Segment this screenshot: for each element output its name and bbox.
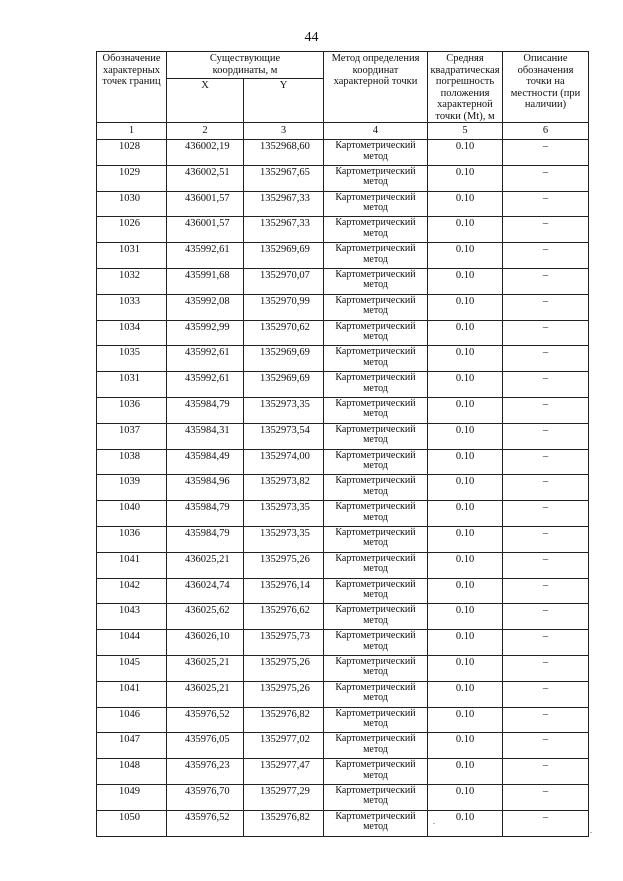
x-coordinate-cell: 435976,23 <box>167 759 244 785</box>
description-cell: – <box>503 759 589 785</box>
y-coordinate-cell: 1352973,35 <box>244 526 324 552</box>
table-body <box>97 140 589 837</box>
method-cell: Картометрический метод <box>324 397 428 423</box>
x-coordinate-cell: 435992,08 <box>167 294 244 320</box>
y-coordinate-cell: 1352977,47 <box>244 759 324 785</box>
error-cell: 0.10 <box>428 475 503 501</box>
table-row <box>97 707 589 733</box>
description-cell: – <box>503 475 589 501</box>
method-cell: Картометрический метод <box>324 630 428 656</box>
method-cell: Картометрический метод <box>324 810 428 836</box>
table-row <box>97 733 589 759</box>
table-row <box>97 346 589 372</box>
table-row <box>97 784 589 810</box>
point-cell: 1050 <box>97 810 167 836</box>
description-cell: – <box>503 733 589 759</box>
point-cell: 1035 <box>97 346 167 372</box>
x-coordinate-cell: 435992,61 <box>167 243 244 269</box>
point-cell: 1031 <box>97 372 167 398</box>
point-cell: 1046 <box>97 707 167 733</box>
x-coordinate-cell: 435984,79 <box>167 397 244 423</box>
column-number: 4 <box>324 123 428 140</box>
y-coordinate-cell: 1352975,73 <box>244 630 324 656</box>
error-cell: 0.10 <box>428 243 503 269</box>
error-cell: 0.10 <box>428 784 503 810</box>
error-cell: 0.10 <box>428 423 503 449</box>
point-cell: 1031 <box>97 243 167 269</box>
table-row <box>97 526 589 552</box>
y-coordinate-cell: 1352967,33 <box>244 217 324 243</box>
method-cell: Картометрический метод <box>324 707 428 733</box>
error-cell: 0.10 <box>428 372 503 398</box>
x-coordinate-cell: 435984,79 <box>167 526 244 552</box>
method-cell: Картометрический метод <box>324 165 428 191</box>
method-cell: Картометрический метод <box>324 140 428 166</box>
method-cell: Картометрический метод <box>324 243 428 269</box>
description-cell: – <box>503 449 589 475</box>
x-coordinate-cell: 436001,57 <box>167 217 244 243</box>
x-coordinate-cell: 435976,05 <box>167 733 244 759</box>
point-cell: 1041 <box>97 681 167 707</box>
y-coordinate-cell: 1352973,82 <box>244 475 324 501</box>
y-coordinate-cell: 1352973,35 <box>244 397 324 423</box>
table-row <box>97 552 589 578</box>
table-row <box>97 759 589 785</box>
point-cell: 1041 <box>97 552 167 578</box>
description-cell: – <box>503 810 589 836</box>
description-cell: – <box>503 784 589 810</box>
table-row <box>97 655 589 681</box>
y-coordinate-cell: 1352975,26 <box>244 681 324 707</box>
y-coordinate-cell: 1352969,69 <box>244 372 324 398</box>
point-cell: 1026 <box>97 217 167 243</box>
scan-mark: . <box>433 817 435 826</box>
x-coordinate-cell: 436025,21 <box>167 655 244 681</box>
error-cell: 0.10 <box>428 630 503 656</box>
method-cell: Картометрический метод <box>324 475 428 501</box>
y-coordinate-cell: 1352969,69 <box>244 346 324 372</box>
header-row <box>97 52 589 79</box>
header-method-label: Метод определения координат характерной точки <box>324 52 428 123</box>
x-coordinate-cell: 436025,21 <box>167 552 244 578</box>
point-cell: 1030 <box>97 191 167 217</box>
error-cell: 0.10 <box>428 346 503 372</box>
description-cell: – <box>503 501 589 527</box>
y-coordinate-cell: 1352974,00 <box>244 449 324 475</box>
description-cell: – <box>503 578 589 604</box>
error-cell: 0.10 <box>428 810 503 836</box>
table-row <box>97 501 589 527</box>
error-cell: 0.10 <box>428 320 503 346</box>
coordinates-table <box>96 51 589 837</box>
x-coordinate-cell: 435991,68 <box>167 268 244 294</box>
error-cell: 0.10 <box>428 552 503 578</box>
description-cell: – <box>503 140 589 166</box>
description-cell: – <box>503 526 589 552</box>
x-coordinate-cell: 436025,62 <box>167 604 244 630</box>
description-cell: – <box>503 397 589 423</box>
method-cell: Картометрический метод <box>324 655 428 681</box>
y-coordinate-cell: 1352967,65 <box>244 165 324 191</box>
description-cell: – <box>503 268 589 294</box>
description-cell: – <box>503 681 589 707</box>
method-cell: Картометрический метод <box>324 759 428 785</box>
point-cell: 1034 <box>97 320 167 346</box>
y-coordinate-cell: 1352969,69 <box>244 243 324 269</box>
header-point-label: Обозначение характерных точек границ <box>97 52 167 123</box>
header-description-label: Описание обозначения точки на местности (при наличии) <box>503 52 589 123</box>
y-coordinate-cell: 1352977,02 <box>244 733 324 759</box>
description-cell: – <box>503 655 589 681</box>
description-cell: – <box>503 191 589 217</box>
table-row <box>97 810 589 836</box>
x-coordinate-cell: 436001,57 <box>167 191 244 217</box>
point-cell: 1042 <box>97 578 167 604</box>
table-row <box>97 217 589 243</box>
point-cell: 1033 <box>97 294 167 320</box>
method-cell: Картометрический метод <box>324 294 428 320</box>
y-coordinate-cell: 1352976,62 <box>244 604 324 630</box>
point-cell: 1037 <box>97 423 167 449</box>
method-cell: Картометрический метод <box>324 526 428 552</box>
error-cell: 0.10 <box>428 526 503 552</box>
error-cell: 0.10 <box>428 759 503 785</box>
x-coordinate-cell: 435976,52 <box>167 707 244 733</box>
table-row <box>97 681 589 707</box>
error-cell: 0.10 <box>428 165 503 191</box>
column-number: 2 <box>167 123 244 140</box>
method-cell: Картометрический метод <box>324 268 428 294</box>
method-cell: Картометрический метод <box>324 449 428 475</box>
description-cell: – <box>503 165 589 191</box>
error-cell: 0.10 <box>428 578 503 604</box>
header-y-label: Y <box>244 78 324 122</box>
table-row <box>97 165 589 191</box>
method-cell: Картометрический метод <box>324 501 428 527</box>
error-cell: 0.10 <box>428 655 503 681</box>
point-cell: 1028 <box>97 140 167 166</box>
point-cell: 1032 <box>97 268 167 294</box>
y-coordinate-cell: 1352976,14 <box>244 578 324 604</box>
y-coordinate-cell: 1352967,33 <box>244 191 324 217</box>
table-row <box>97 630 589 656</box>
point-cell: 1045 <box>97 655 167 681</box>
x-coordinate-cell: 436002,51 <box>167 165 244 191</box>
x-coordinate-cell: 436024,74 <box>167 578 244 604</box>
page-number: 44 <box>304 30 319 45</box>
method-cell: Картометрический метод <box>324 191 428 217</box>
method-cell: Картометрический метод <box>324 217 428 243</box>
table-row <box>97 191 589 217</box>
x-coordinate-cell: 435976,70 <box>167 784 244 810</box>
method-cell: Картометрический метод <box>324 372 428 398</box>
table-row <box>97 243 589 269</box>
error-cell: 0.10 <box>428 140 503 166</box>
table-row <box>97 268 589 294</box>
y-coordinate-cell: 1352970,62 <box>244 320 324 346</box>
table-row <box>97 578 589 604</box>
header-x-label: X <box>167 78 244 122</box>
table-row <box>97 423 589 449</box>
method-cell: Картометрический метод <box>324 423 428 449</box>
point-cell: 1038 <box>97 449 167 475</box>
method-cell: Картометрический метод <box>324 578 428 604</box>
point-cell: 1040 <box>97 501 167 527</box>
point-cell: 1039 <box>97 475 167 501</box>
column-number: 1 <box>97 123 167 140</box>
method-cell: Картометрический метод <box>324 346 428 372</box>
y-coordinate-cell: 1352977,29 <box>244 784 324 810</box>
error-cell: 0.10 <box>428 217 503 243</box>
error-cell: 0.10 <box>428 449 503 475</box>
method-cell: Картометрический метод <box>324 604 428 630</box>
x-coordinate-cell: 435984,31 <box>167 423 244 449</box>
description-cell: – <box>503 604 589 630</box>
error-cell: 0.10 <box>428 681 503 707</box>
point-cell: 1036 <box>97 397 167 423</box>
y-coordinate-cell: 1352976,82 <box>244 810 324 836</box>
error-cell: 0.10 <box>428 397 503 423</box>
x-coordinate-cell: 436025,21 <box>167 681 244 707</box>
header-coordinates-label: Существующие координаты, м <box>167 52 324 79</box>
y-coordinate-cell: 1352976,82 <box>244 707 324 733</box>
error-cell: 0.10 <box>428 604 503 630</box>
error-cell: 0.10 <box>428 268 503 294</box>
description-cell: – <box>503 320 589 346</box>
description-cell: – <box>503 346 589 372</box>
table-row <box>97 320 589 346</box>
table-row <box>97 475 589 501</box>
scan-mark: . <box>590 826 592 835</box>
description-cell: – <box>503 707 589 733</box>
y-coordinate-cell: 1352973,35 <box>244 501 324 527</box>
table-row <box>97 449 589 475</box>
description-cell: – <box>503 552 589 578</box>
method-cell: Картометрический метод <box>324 681 428 707</box>
description-cell: – <box>503 294 589 320</box>
y-coordinate-cell: 1352968,60 <box>244 140 324 166</box>
x-coordinate-cell: 435984,96 <box>167 475 244 501</box>
point-cell: 1029 <box>97 165 167 191</box>
y-coordinate-cell: 1352975,26 <box>244 655 324 681</box>
description-cell: – <box>503 372 589 398</box>
method-cell: Картометрический метод <box>324 320 428 346</box>
table-row <box>97 294 589 320</box>
x-coordinate-cell: 436002,19 <box>167 140 244 166</box>
table-row <box>97 397 589 423</box>
x-coordinate-cell: 435992,99 <box>167 320 244 346</box>
x-coordinate-cell: 435976,52 <box>167 810 244 836</box>
header-error-label: Средняя квадратическая погрешность положения характерной точки (Mt), м <box>428 52 503 123</box>
x-coordinate-cell: 436026,10 <box>167 630 244 656</box>
error-cell: 0.10 <box>428 501 503 527</box>
description-cell: – <box>503 630 589 656</box>
error-cell: 0.10 <box>428 733 503 759</box>
y-coordinate-cell: 1352970,07 <box>244 268 324 294</box>
column-number: 5 <box>428 123 503 140</box>
method-cell: Картометрический метод <box>324 784 428 810</box>
point-cell: 1036 <box>97 526 167 552</box>
table-row <box>97 140 589 166</box>
point-cell: 1048 <box>97 759 167 785</box>
point-cell: 1044 <box>97 630 167 656</box>
column-number: 6 <box>503 123 589 140</box>
table-row <box>97 372 589 398</box>
method-cell: Картометрический метод <box>324 733 428 759</box>
x-coordinate-cell: 435992,61 <box>167 372 244 398</box>
method-cell: Картометрический метод <box>324 552 428 578</box>
point-cell: 1049 <box>97 784 167 810</box>
error-cell: 0.10 <box>428 191 503 217</box>
point-cell: 1043 <box>97 604 167 630</box>
x-coordinate-cell: 435984,79 <box>167 501 244 527</box>
error-cell: 0.10 <box>428 294 503 320</box>
x-coordinate-cell: 435984,49 <box>167 449 244 475</box>
column-numbers-row <box>97 123 589 140</box>
y-coordinate-cell: 1352975,26 <box>244 552 324 578</box>
description-cell: – <box>503 423 589 449</box>
table-row <box>97 604 589 630</box>
x-coordinate-cell: 435992,61 <box>167 346 244 372</box>
point-cell: 1047 <box>97 733 167 759</box>
column-number: 3 <box>244 123 324 140</box>
y-coordinate-cell: 1352970,99 <box>244 294 324 320</box>
description-cell: – <box>503 217 589 243</box>
description-cell: – <box>503 243 589 269</box>
error-cell: 0.10 <box>428 707 503 733</box>
y-coordinate-cell: 1352973,54 <box>244 423 324 449</box>
